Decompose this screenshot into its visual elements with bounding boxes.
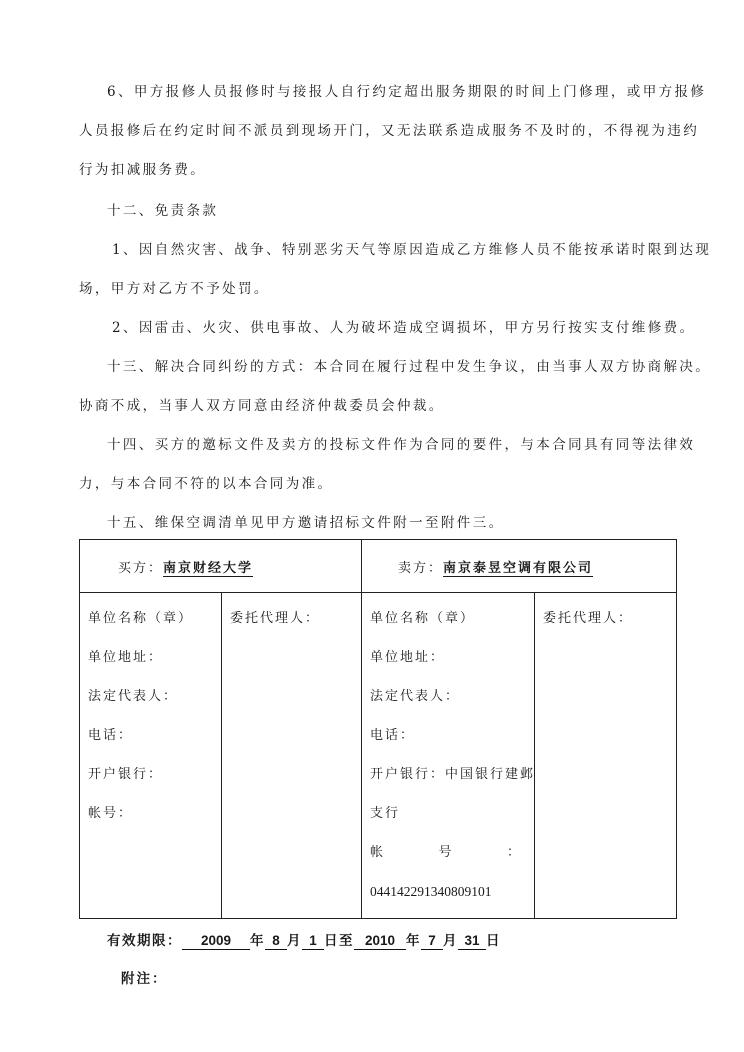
section13-line2: 协商不成，当事人双方同意由经济仲裁委员会仲裁。 — [79, 398, 445, 414]
seller-field-legal-rep: 法定代表人： — [370, 689, 461, 704]
buyer-field-phone: 电话： — [88, 728, 134, 743]
month-unit: 月 — [443, 933, 458, 949]
section14-line2: 力，与本合同不符的以本合同为准。 — [79, 476, 334, 492]
item6-line1: 6、甲方报修人员报修时与接报人自行约定超出服务期限的时间上门修理，或甲方报修 — [107, 84, 707, 100]
start-month: 8 — [265, 933, 287, 950]
section12-item1-line1: 1、因自然灾害、战争、特别恶劣天气等原因造成乙方维修人员不能按承诺时限到达现 — [112, 242, 712, 258]
day-unit: 日 — [486, 933, 501, 949]
seller-header — [362, 540, 677, 593]
note-label: 附注： — [121, 971, 168, 987]
end-year: 2010 — [354, 933, 406, 950]
seller-name: 南京泰昱空调有限公司 — [443, 560, 594, 576]
account-label-char: ： — [506, 845, 522, 860]
section15: 十五、维保空调清单见甲方邀请招标文件附一至附件三。 — [107, 515, 505, 531]
seller-field-bank: 开户银行：中国银行建邺 — [370, 767, 536, 782]
account-label-char: 号 — [438, 845, 454, 860]
day-to: 日至 — [324, 933, 354, 949]
seller-account-number: 044142291340809101 — [370, 884, 492, 899]
month-unit: 月 — [287, 933, 302, 949]
year-unit: 年 — [406, 933, 421, 949]
section12-item1-line2: 场，甲方对乙方不予处罚。 — [79, 281, 270, 297]
item6-line3: 行为扣减服务费。 — [79, 162, 207, 178]
item6-line2: 人员报修后在约定时间不派员到现场开门，又无法联系造成服务不及时的，不得视为违约 — [79, 123, 700, 139]
buyer-field-unit-name: 单位名称（章） — [88, 611, 194, 626]
section12-item2: 2、因雷击、火灾、供电事故、人为破坏造成空调损坏，甲方另行按实支付维修费。 — [112, 320, 696, 336]
validity-period — [107, 929, 501, 950]
section13-line1: 十三、解决合同纠纷的方式：本合同在履行过程中发生争议，由当事人双方协商解决。 — [107, 359, 712, 375]
seller-field-phone: 电话： — [370, 728, 416, 743]
buyer-agent-cell — [222, 593, 362, 919]
start-year: 2009 — [182, 933, 250, 950]
signature-table — [79, 539, 677, 919]
seller-fields-cell — [362, 593, 535, 919]
seller-field-bank-cont: 支行 — [370, 806, 401, 821]
validity-label: 有效期限： — [107, 933, 182, 949]
end-day: 31 — [458, 933, 486, 950]
section14-line1: 十四、买方的邀标文件及卖方的投标文件作为合同的要件，与本合同具有同等法律效 — [107, 437, 696, 453]
buyer-name: 南京财经大学 — [163, 560, 254, 576]
signature-body-row — [80, 593, 677, 919]
seller-field-account-label — [362, 833, 534, 872]
signature-header-row — [80, 540, 677, 593]
end-month: 7 — [421, 933, 443, 950]
buyer-label: 买方： — [118, 560, 164, 576]
seller-field-address: 单位地址： — [370, 650, 446, 665]
account-label-char: 帐 — [370, 845, 386, 860]
start-day: 1 — [302, 933, 324, 950]
buyer-fields-cell — [80, 593, 222, 919]
section12-title: 十二、免责条款 — [107, 203, 219, 219]
seller-agent-label: 委托代理人： — [543, 611, 634, 626]
seller-field-unit-name: 单位名称（章） — [370, 611, 476, 626]
buyer-field-bank: 开户银行： — [88, 767, 164, 782]
year-unit: 年 — [250, 933, 265, 949]
buyer-field-account: 帐号： — [88, 806, 134, 821]
buyer-field-address: 单位地址： — [88, 650, 164, 665]
buyer-agent-label: 委托代理人： — [230, 611, 321, 626]
seller-agent-cell — [535, 593, 677, 919]
seller-label: 卖方： — [398, 560, 444, 576]
buyer-field-legal-rep: 法定代表人： — [88, 689, 179, 704]
buyer-header — [80, 540, 362, 593]
